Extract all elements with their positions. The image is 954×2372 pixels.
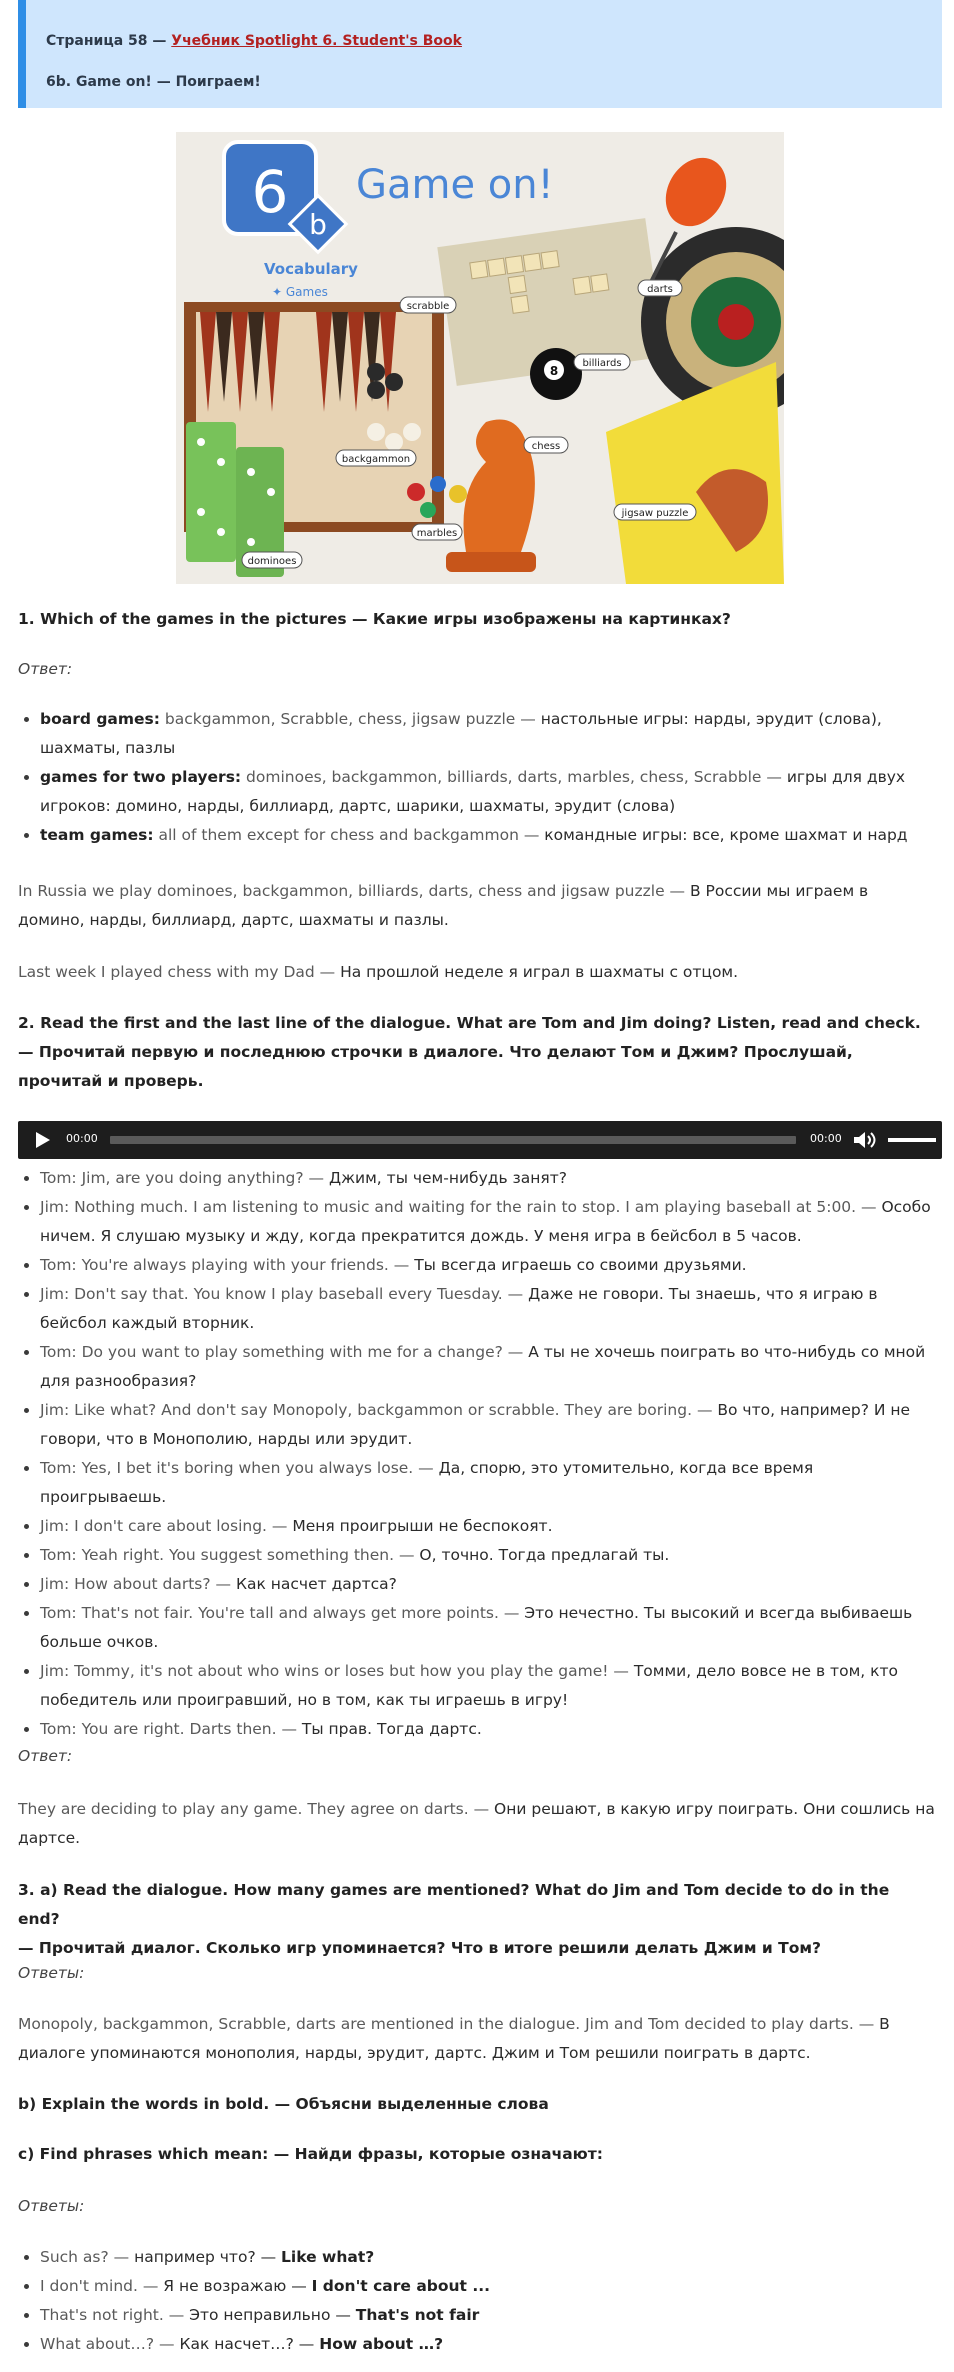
dialogue-line: • Tom: Do you want to play something with me for a change? — А ты не хочешь поиграть во что-нибудь со мной для разнообразия? xyxy=(40,1338,936,1396)
play-icon[interactable] xyxy=(36,1132,50,1148)
dialogue-line: • Jim: Tommy, it's not about who wins or loses but how you play the game! — Томми, дело вовсе не в том, кто победитель или проигравший, но в том, как ты играешь в игру! xyxy=(40,1657,936,1715)
ex1-paragraph-russia: In Russia we play dominoes, backgammon, billiards, darts, chess and jigsaw puzzle — В России мы играем в домино, нарды, биллиард, дартс, шахматы и пазлы. xyxy=(18,882,869,929)
term: games for two players: xyxy=(40,768,242,786)
page-reference xyxy=(46,33,942,49)
badge-letter: b xyxy=(309,208,327,241)
dialogue-line: • Jim: I don't care about losing. — Меня проигрыши не беспокоят. xyxy=(40,1512,936,1541)
audio-duration: 00:00 xyxy=(810,1132,842,1145)
label-scrabble: scrabble xyxy=(406,301,450,312)
label-backgammon: backgammon xyxy=(341,454,411,465)
svg-text:8: 8 xyxy=(549,364,559,378)
volume-icon[interactable] xyxy=(854,1132,876,1148)
ex3-answer: Monopoly, backgammon, Scrabble, darts are mentioned in the dialogue. Jim and Tom decided to play darts. — В диалоге упоминаются монополия, нарды, эрудит, дартс. Джим и Том решили поиграть в дартс. xyxy=(18,2015,890,2062)
phrase-item: • What about…? — Как насчет…? — How about …? xyxy=(40,2330,936,2359)
badge-number: 6 xyxy=(251,158,289,226)
term: board games: xyxy=(40,710,160,728)
dominoes xyxy=(186,422,236,562)
ex1-answer-label: Ответ: xyxy=(18,660,73,678)
ex3-question xyxy=(18,1876,936,1963)
ex2-answer-label: Ответ: xyxy=(18,1747,73,1765)
label-dominoes: dominoes xyxy=(247,556,297,567)
ex3-answers-label: Ответы: xyxy=(18,1964,85,1982)
page-prefix: Страница 58 — xyxy=(46,33,172,49)
dialogue-line: • Jim: How about darts? — Как насчет дартса? xyxy=(40,1570,936,1599)
ex1-paragraph-last-week: Last week I played chess with my Dad — На прошлой неделе я играл в шахматы с отцом. xyxy=(18,963,739,981)
book-link[interactable]: Учебник Spotlight 6. Student's Book xyxy=(171,33,462,49)
phrase-item: • I don't mind. — Я не возражаю — I don't care about ... xyxy=(40,2272,936,2301)
phrase-item: • Such as? — например что? — Like what? xyxy=(40,2243,936,2272)
dialogue-line: • Jim: Like what? And don't say Monopoly, backgammon or scrabble. They are boring. — Во что, например? И не говори, что в Монополию, нарды или эрудит. xyxy=(40,1396,936,1454)
ex1-question: 1. Which of the games in the pictures — Какие игры изображены на картинках? xyxy=(18,610,731,628)
dialogue-line: • Tom: You're always playing with your friends. — Ты всегда играешь со своими друзьями. xyxy=(40,1251,936,1280)
ex3-c-answers-label: Ответы: xyxy=(18,2197,85,2215)
audio-player xyxy=(18,1121,942,1159)
ex2-question-en: 2. Read the first and the last line of the dialogue. What are Tom and Jim doing? Listen, read and check. xyxy=(18,1014,921,1032)
dialogue-line: • Tom: Jim, are you doing anything? — Джим, ты чем-нибудь занят? xyxy=(40,1164,936,1193)
audio-progress-bar[interactable] xyxy=(110,1136,796,1144)
list-item: • board games: backgammon, Scrabble, chess, jigsaw puzzle — настольные игры: нарды, эрудит (слова), шахматы, пазлы xyxy=(40,705,936,763)
ex1-answer-list xyxy=(18,705,936,850)
label-darts: darts xyxy=(647,284,673,295)
label-chess: chess xyxy=(531,441,561,452)
illustration-title: Game on! xyxy=(356,162,554,208)
ex2-question-ru: — Прочитай первую и последнюю строчки в диалоге. Что делают Том и Джим? Прослушай, прочитай и проверь. xyxy=(18,1043,853,1090)
label-billiards: billiards xyxy=(582,358,622,369)
term: team games: xyxy=(40,826,154,844)
ex3-question-ru: — Прочитай диалог. Сколько игр упоминается? Что в итоге решили делать Джим и Том? xyxy=(18,1939,822,1957)
phrases-list xyxy=(18,2243,936,2359)
textbook-illustration xyxy=(176,132,784,584)
ex3-b-question: b) Explain the words in bold. — Объясни выделенные слова xyxy=(18,2095,549,2113)
audio-current-time: 00:00 xyxy=(66,1132,98,1145)
ex2-question xyxy=(18,1009,936,1096)
section-title: 6b. Game on! — Поиграем! xyxy=(46,74,261,90)
dialogue-line: • Tom: Yes, I bet it's boring when you always lose. — Да, спорю, это утомительно, когда все время проигрываешь. xyxy=(40,1454,936,1512)
phrase-item: • That's not right. — Это неправильно — That's not fair xyxy=(40,2301,936,2330)
dialogue-line: • Tom: Yeah right. You suggest something then. — О, точно. Тогда предлагай ты. xyxy=(40,1541,936,1570)
page-header xyxy=(18,0,942,108)
illustration-subtitle: Vocabulary xyxy=(264,260,358,278)
dialogue-line: • Jim: Nothing much. I am listening to music and waiting for the rain to stop. I am playing baseball at 5:00. — Особо ничем. Я слушаю музыку и жду, когда прекратится дождь. У меня игра в бейсбол в 5 часов. xyxy=(40,1193,936,1251)
dialogue-line: • Jim: Don't say that. You know I play baseball every Tuesday. — Даже не говори. Ты знаешь, что я играю в бейсбол каждый вторник. xyxy=(40,1280,936,1338)
label-jigsaw: jigsaw puzzle xyxy=(621,508,689,519)
dialogue-line: • Tom: You are right. Darts then. — Ты прав. Тогда дартс. xyxy=(40,1715,936,1744)
list-item: • games for two players: dominoes, backgammon, billiards, darts, marbles, chess, Scrabble — игры для двух игроков: домино, нарды, биллиард, дартс, шарики, шахматы, эрудит (слова) xyxy=(40,763,936,821)
volume-slider[interactable] xyxy=(888,1138,936,1142)
ex3-c-question: c) Find phrases which mean: — Найди фразы, которые означают: xyxy=(18,2145,603,2163)
list-item: • team games: all of them except for chess and backgammon — командные игры: все, кроме шахмат и нард xyxy=(40,821,936,850)
label-marbles: marbles xyxy=(416,528,458,539)
illustration-subtitle-sub: ✦ Games xyxy=(272,285,328,299)
ex3-question-en: 3. a) Read the dialogue. How many games are mentioned? What do Jim and Tom decide to do in the end? xyxy=(18,1881,890,1928)
dialogue-line: • Tom: That's not fair. You're tall and always get more points. — Это нечестно. Ты высокий и всегда выбиваешь больше очков. xyxy=(40,1599,936,1657)
ex2-answer: They are deciding to play any game. They agree on darts. — Они решают, в какую игру поиграть. Они сошлись на дартсе. xyxy=(18,1800,935,1847)
dialogue xyxy=(18,1164,936,1744)
